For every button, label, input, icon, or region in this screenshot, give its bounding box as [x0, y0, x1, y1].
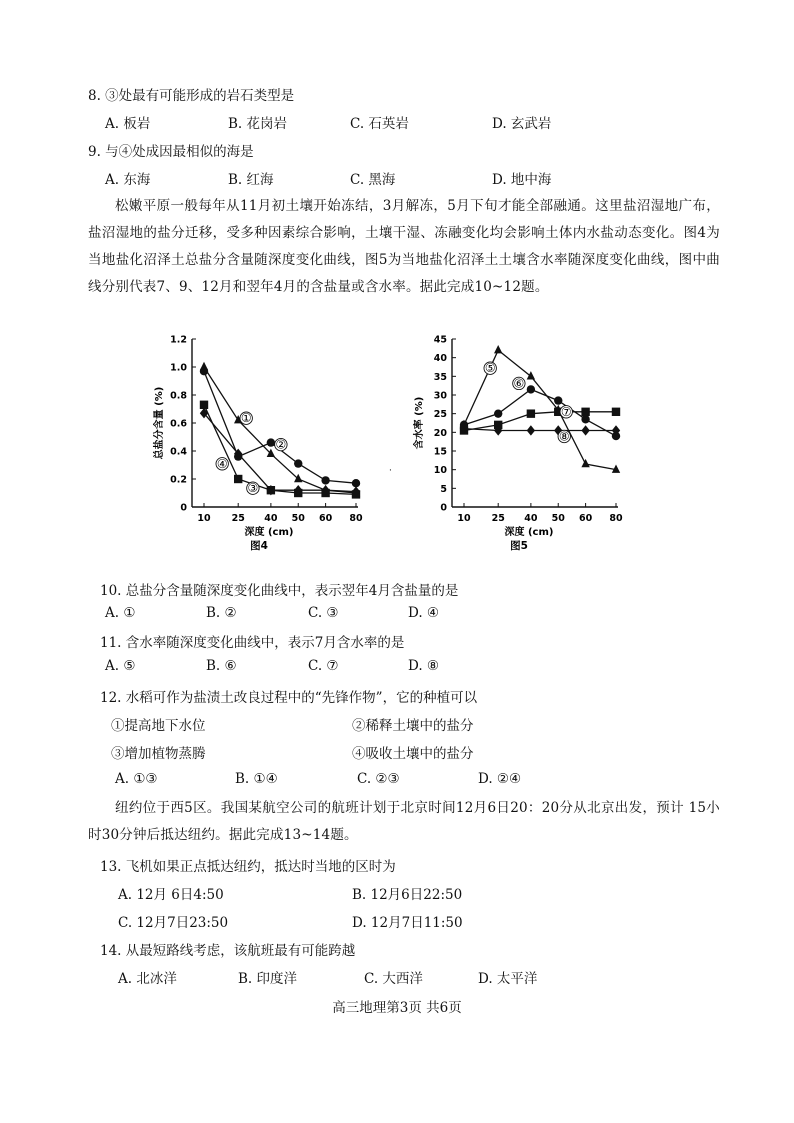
series-label: ①: [240, 411, 252, 426]
y-axis-label: 含水率 (%): [414, 396, 425, 450]
data-point: [581, 408, 589, 416]
question-14-stem: 14. 从最短路线考虑，该航班最有可能跨越: [100, 943, 356, 959]
data-point: [581, 415, 589, 423]
x-tick-label: 40: [524, 513, 538, 524]
y-tick-label: 25: [433, 409, 447, 421]
data-point: [581, 425, 589, 435]
question-9-stem: 9. 与④处成因最相似的海是: [88, 144, 254, 160]
y-tick-label: 1.2: [170, 334, 187, 346]
y-tick-label: 0: [180, 502, 187, 514]
data-point: [554, 396, 562, 404]
q9-option-b: B. 红海: [228, 172, 274, 188]
x-tick-label: 10: [197, 513, 211, 524]
q11-option-b: B. ⑥: [206, 658, 237, 674]
x-tick-label: 80: [349, 513, 363, 524]
y-tick-label: 0.4: [170, 446, 187, 458]
q11-option-c: C. ⑦: [308, 658, 339, 674]
y-tick-label: 35: [433, 371, 447, 383]
data-point: [527, 385, 535, 393]
q12-item-3: ③增加植物蒸腾: [111, 746, 206, 762]
series-line: [464, 429, 616, 431]
series-label: ②: [275, 437, 287, 452]
y-tick-label: 45: [433, 334, 447, 346]
figure-4-salt-content-chart: [150, 333, 390, 553]
q12-item-2: ②稀释土壤中的盐分: [352, 718, 474, 734]
q8-option-a: A. 板岩: [105, 116, 151, 132]
data-point: [321, 476, 329, 484]
series-line: [204, 367, 356, 496]
data-point: [200, 401, 208, 409]
stray-dot: ·: [389, 466, 392, 476]
data-point: [294, 459, 302, 467]
passage-salt-marsh: 松嫩平原一般每年从11月初土壤开始冻结，3月解冻，5月下旬才能全部融通。这里盐沼湿地广布，盐沼湿地的盐分迁移，受多种因素综合影响，土壤干湿、冻融变化均会影响土体内水盐动态变化。图4为当地盐化沼泽土总盐分含量随深度变化曲线，图5为当地盐化沼泽土土壤含水率随深度变化曲线，图中曲线分别代表7、9、12月和翌年4月的含盐量或含水率。据此完成10~12题。: [88, 198, 720, 295]
series-label: ⑧: [558, 429, 570, 444]
y-tick-label: 30: [433, 390, 447, 402]
q8-option-b: B. 花岗岩: [228, 116, 288, 132]
q12-option-b: B. ①④: [235, 771, 278, 787]
q13-option-b: B. 12月6日22:50: [352, 887, 463, 903]
passage-flight: 纽约位于西5区。我国某航空公司的航班计划于北京时间12月6日20：20分从北京出发，预计 15小时30分钟后抵达纽约。据此完成13~14题。: [88, 800, 720, 843]
series-line: [464, 412, 616, 431]
data-point: [352, 479, 360, 487]
q8-option-d: D. 玄武岩: [492, 116, 552, 132]
q10-option-a: A. ①: [105, 605, 136, 621]
q11-option-a: A. ⑤: [105, 658, 136, 674]
q13-option-c: C. 12月7日23:50: [118, 915, 229, 931]
y-tick-label: 20: [433, 427, 447, 439]
series-label: ③: [247, 481, 259, 496]
data-point: [527, 409, 535, 417]
data-point: [527, 425, 535, 435]
data-point: [234, 475, 242, 483]
q14-option-d: D. 太平洋: [478, 971, 538, 987]
y-tick-label: 0: [440, 502, 447, 514]
data-point: [494, 345, 502, 353]
q9-option-d: D. 地中海: [492, 172, 552, 188]
series-label: ④: [216, 456, 228, 471]
question-10-stem: 10. 总盐分含量随深度变化曲线中，表示翌年4月含盐量的是: [100, 583, 459, 599]
figure-caption: 图4: [250, 540, 268, 552]
q12-item-4: ④吸收土壤中的盐分: [352, 746, 474, 762]
x-tick-label: 25: [491, 513, 505, 524]
x-tick-label: 60: [578, 513, 593, 524]
series-label: ⑤: [484, 361, 496, 376]
q9-option-c: C. 黑海: [350, 172, 396, 188]
q13-option-a: A. 12月 6日4:50: [118, 887, 224, 903]
q10-option-d: D. ④: [408, 605, 440, 621]
figure-caption: 图5: [510, 540, 528, 552]
q8-option-c: C. 石英岩: [350, 116, 409, 132]
q13-option-d: D. 12月7日11:50: [352, 915, 463, 931]
x-tick-label: 60: [318, 513, 333, 524]
q10-option-c: C. ③: [308, 605, 339, 621]
q11-option-d: D. ⑧: [408, 658, 440, 674]
series-label: ⑦: [560, 404, 572, 419]
x-tick-label: 80: [609, 513, 623, 524]
y-tick-label: 0.8: [170, 390, 187, 402]
data-point: [581, 459, 589, 467]
data-point: [612, 408, 620, 416]
y-tick-label: 15: [433, 446, 447, 458]
q12-item-1: ①提高地下水位: [111, 718, 206, 734]
x-tick-label: 50: [551, 513, 565, 524]
x-axis-label: 深度 (cm): [244, 527, 294, 538]
series-label: ⑥: [513, 376, 525, 391]
question-12-stem: 12. 水稻可作为盐渍土改良过程中的“先锋作物”，它的种植可以: [100, 690, 478, 706]
y-tick-label: 1.0: [170, 362, 187, 374]
y-tick-label: 10: [433, 465, 447, 477]
y-tick-label: 40: [433, 353, 447, 365]
x-tick-label: 40: [264, 513, 278, 524]
figure-5-water-content-chart: [410, 333, 650, 553]
question-11-stem: 11. 含水率随深度变化曲线中，表示7月含水率的是: [100, 635, 405, 651]
q14-option-b: B. 印度洋: [238, 971, 298, 987]
y-tick-label: 0.6: [170, 418, 187, 430]
q12-option-c: C. ②③: [357, 771, 400, 787]
data-point: [294, 474, 302, 482]
y-tick-label: 0.2: [170, 474, 187, 486]
question-8-stem: 8. ③处最有可能形成的岩石类型是: [88, 88, 295, 104]
y-axis-label: 总盐分含量 (%): [154, 386, 165, 460]
data-point: [267, 438, 275, 446]
series-line: [204, 413, 356, 491]
y-tick-label: 5: [440, 483, 447, 495]
q14-option-c: C. 大西洋: [364, 971, 423, 987]
q9-option-a: A. 东海: [105, 172, 151, 188]
data-point: [200, 367, 208, 375]
page-footer: 高三地理第3页 共6页: [332, 1000, 462, 1016]
data-point: [527, 371, 535, 379]
q12-option-d: D. ②④: [478, 771, 522, 787]
x-tick-label: 10: [457, 513, 471, 524]
x-tick-label: 50: [291, 513, 305, 524]
x-axis-label: 深度 (cm): [504, 527, 554, 538]
data-point: [494, 409, 502, 417]
question-13-stem: 13. 飞机如果正点抵达纽约，抵达时当地的区时为: [100, 859, 396, 875]
q12-option-a: A. ①③: [115, 771, 158, 787]
x-tick-label: 25: [231, 513, 245, 524]
q10-option-b: B. ②: [206, 605, 237, 621]
q14-option-a: A. 北冰洋: [118, 971, 177, 987]
